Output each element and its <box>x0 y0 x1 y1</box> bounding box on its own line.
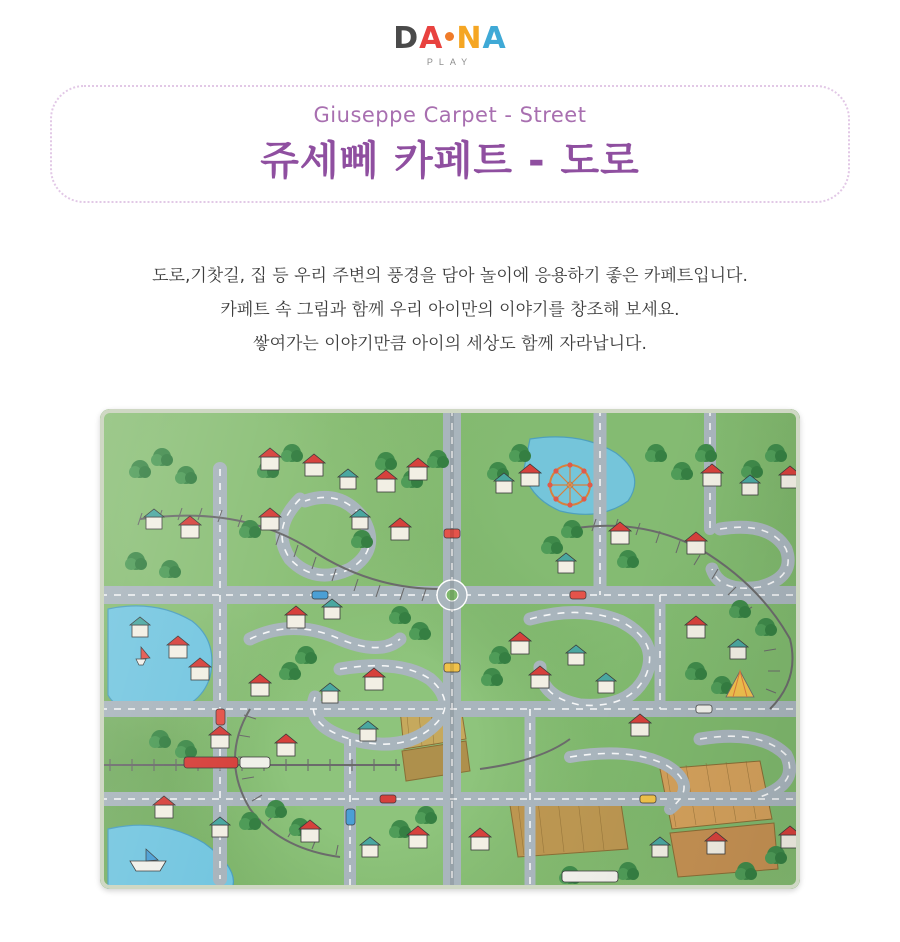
description-line-2: 카페트 속 그림과 함께 우리 아이만의 이야기를 창조해 보세요. <box>220 300 680 320</box>
title-card <box>50 85 850 203</box>
product-description <box>0 259 900 361</box>
brand-logo <box>0 0 900 67</box>
logo-letter-a2: A <box>482 21 507 56</box>
logo-tagline: PLAY <box>426 57 474 67</box>
title-english: Giuseppe Carpet - Street <box>313 102 587 127</box>
logo-wordmark <box>393 21 507 56</box>
description-line-1: 도로,기찻길, 집 등 우리 주변의 풍경을 담아 놀이에 응용하기 좋은 카페트입니다. <box>152 266 748 286</box>
logo-dot-icon <box>445 32 454 41</box>
carpet-illustration <box>100 409 800 889</box>
description-line-3: 쌓여가는 이야기만큼 아이의 세상도 함께 자라납니다. <box>253 334 647 354</box>
product-image-wrap <box>100 409 800 889</box>
logo-letter-n: N <box>456 21 483 56</box>
carpet-photo <box>100 409 800 889</box>
logo-letter-d: D <box>393 21 420 56</box>
logo-letter-a1: A <box>419 21 444 56</box>
title-korean: 쥬세뻬 카페트 - 도로 <box>260 137 640 184</box>
